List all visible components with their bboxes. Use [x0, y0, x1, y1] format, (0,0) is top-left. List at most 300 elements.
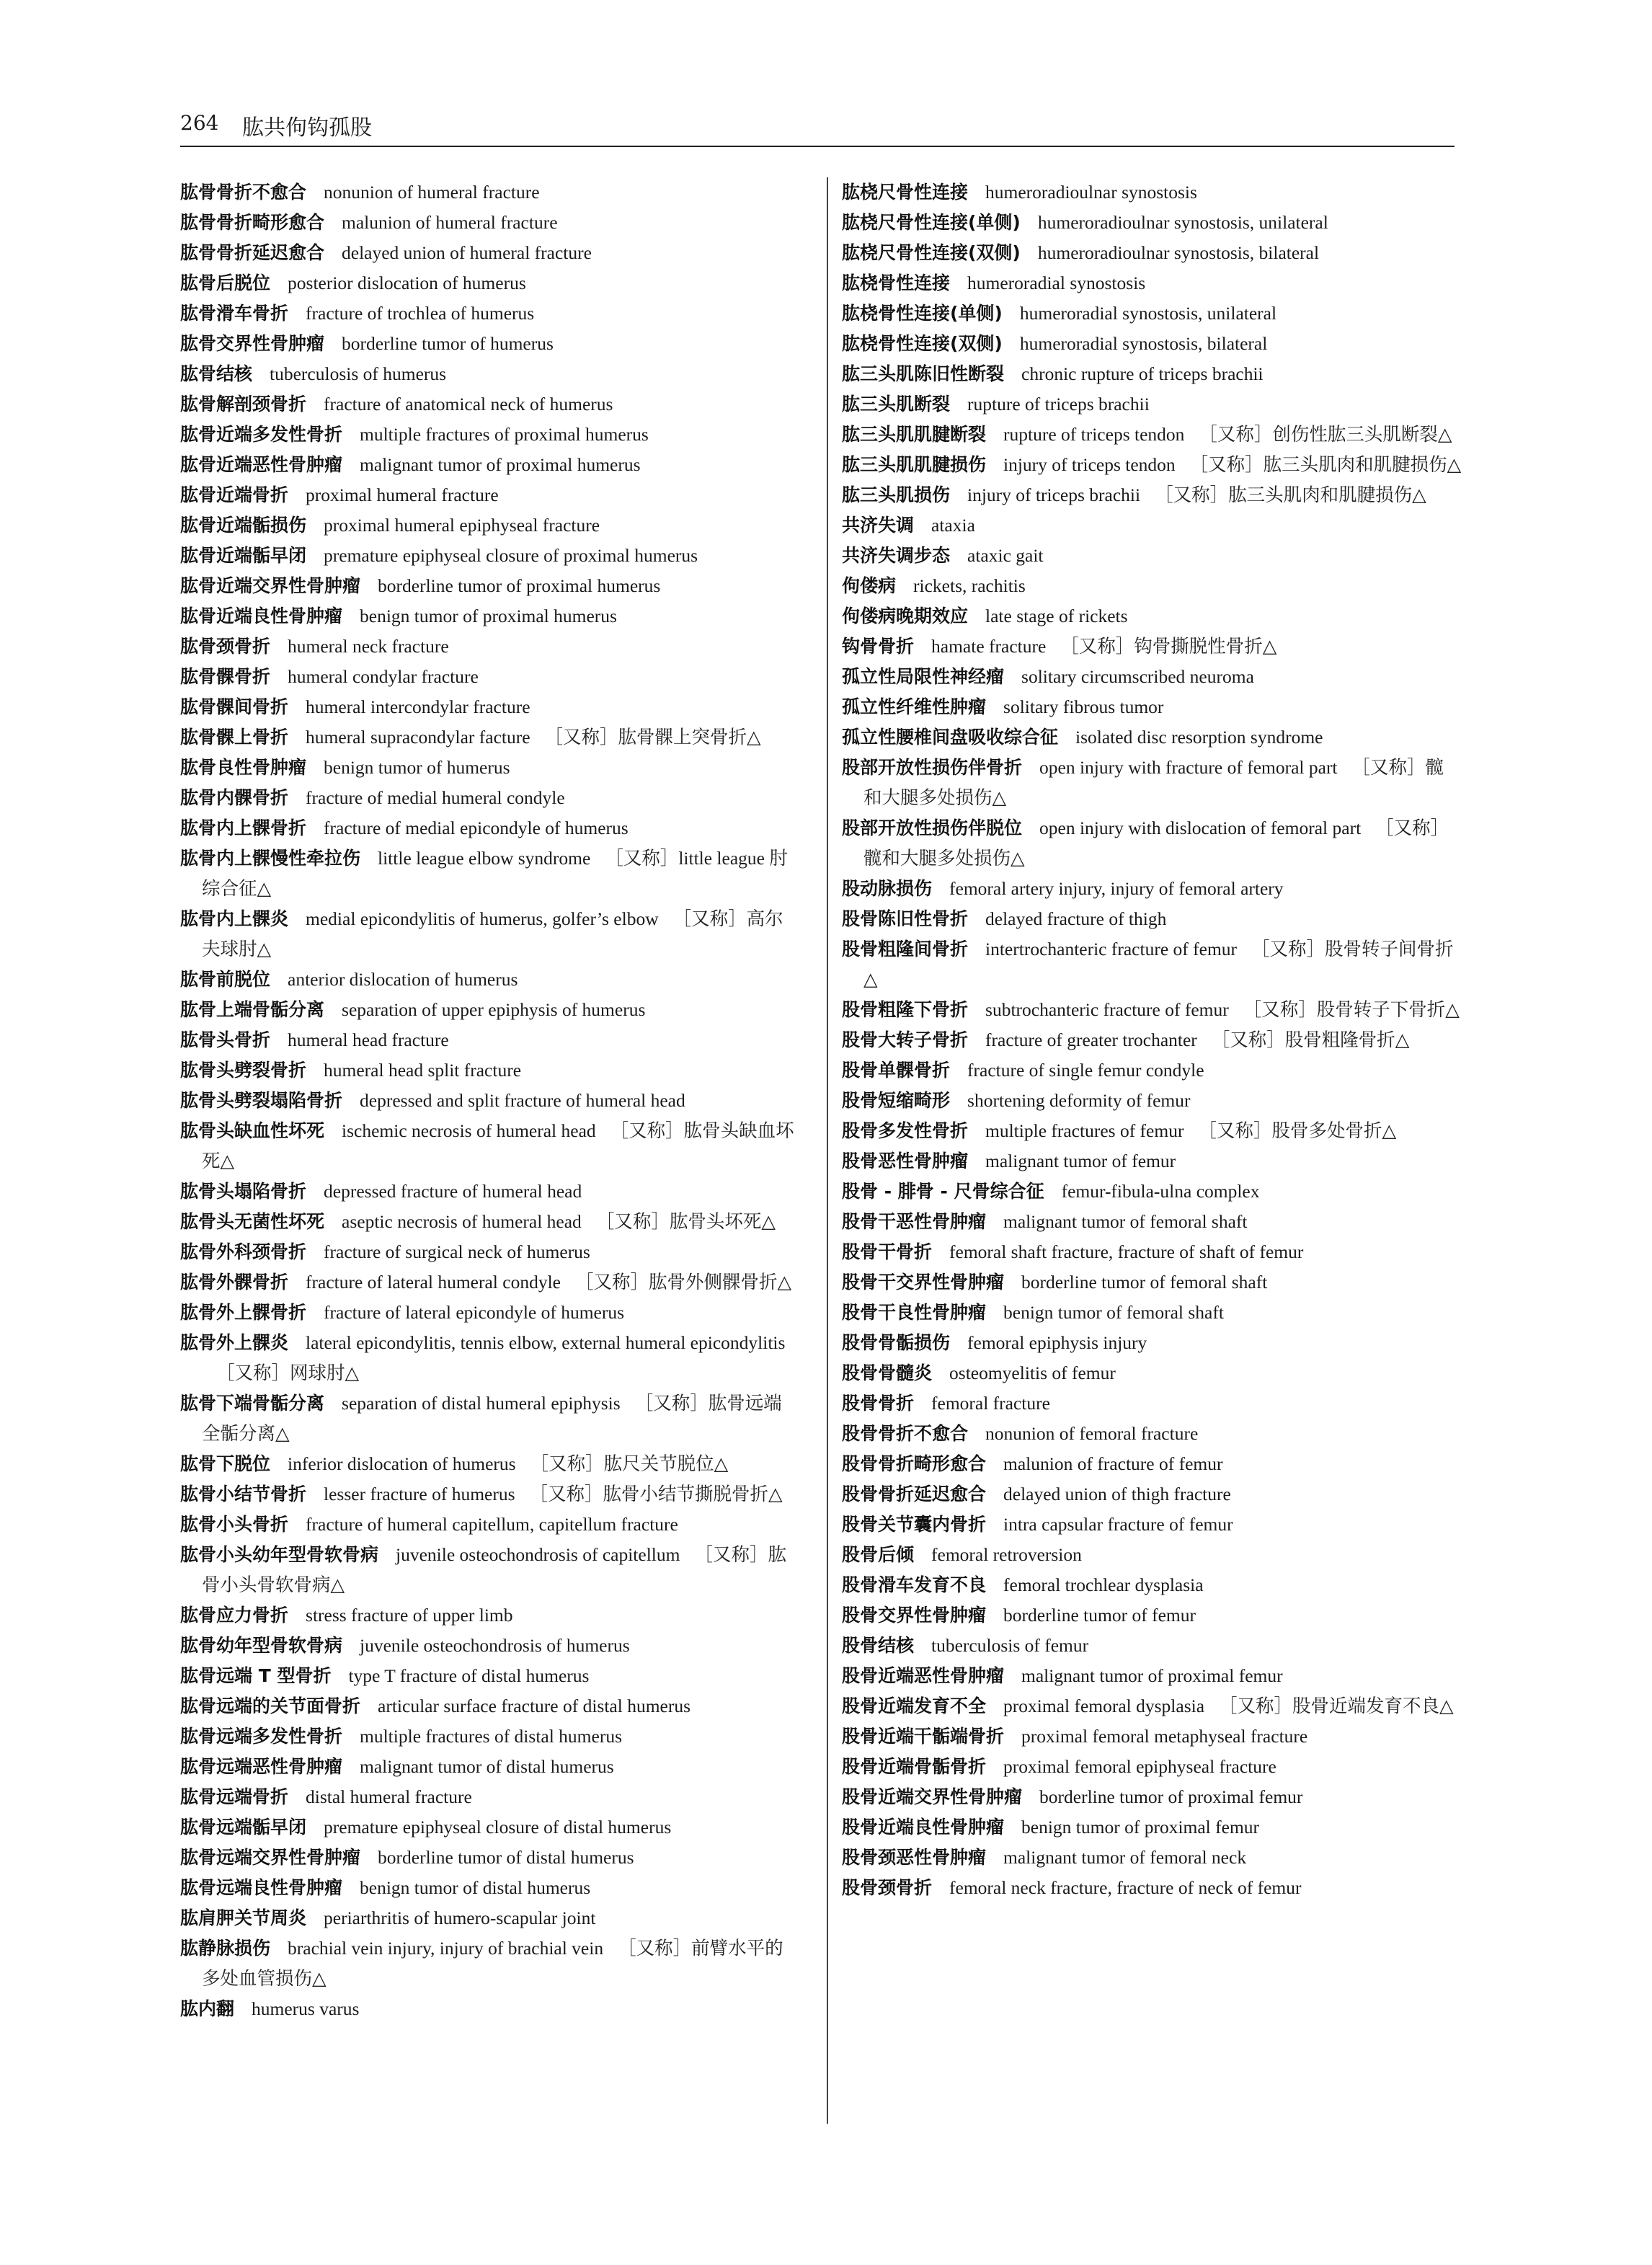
entry-english: humeral intercondylar fracture	[306, 696, 530, 717]
glossary-entry	[180, 1298, 800, 1328]
entry-term: 肱骨近端骺早闭	[180, 545, 307, 566]
entry-english: humeroradioulnar synostosis, unilateral	[1037, 212, 1328, 233]
glossary-entry	[842, 692, 1462, 722]
entry-term: 股骨大转子骨折	[842, 1029, 969, 1050]
glossary-entry	[180, 177, 800, 208]
glossary-entry	[180, 1631, 800, 1661]
glossary-entry	[842, 298, 1462, 329]
glossary-entry	[842, 1086, 1462, 1116]
entry-english: subtrochanteric fracture of femur	[985, 999, 1229, 1020]
entry-term: 肱骨远端恶性骨肿瘤	[180, 1756, 343, 1777]
entry-english: type T fracture of distal humerus	[348, 1665, 590, 1686]
entry-term: 肱骨下脱位	[180, 1453, 271, 1474]
entry-term: 股骨骨髓炎	[842, 1362, 933, 1383]
entry-english: aseptic necrosis of humeral head	[342, 1211, 582, 1232]
entry-english: malunion of humeral fracture	[342, 212, 558, 233]
entry-term: 佝偻病	[842, 575, 897, 596]
entry-english: fracture of greater trochanter	[985, 1029, 1197, 1050]
entry-english: delayed fracture of thigh	[985, 908, 1167, 929]
entry-term: 肱三头肌肌腱损伤	[842, 454, 987, 475]
entry-english: open injury with dislocation of femoral part	[1039, 817, 1362, 838]
glossary-entry	[180, 1510, 800, 1540]
entry-term: 股骨多发性骨折	[842, 1120, 969, 1141]
entry-english: solitary circumscribed neuroma	[1021, 666, 1254, 687]
entry-note: ［又称］股骨粗隆骨折△	[1211, 1029, 1410, 1050]
entry-english: humeral neck fracture	[288, 636, 449, 657]
entry-term: 股骨近端恶性骨肿瘤	[842, 1665, 1005, 1686]
entry-english: ischemic necrosis of humeral head	[342, 1120, 596, 1141]
entry-term: 肱骨近端恶性骨肿瘤	[180, 454, 343, 475]
entry-english: fracture of humeral capitellum, capitellum fracture	[306, 1514, 678, 1535]
glossary-entry	[842, 874, 1462, 904]
glossary-entry	[180, 904, 800, 965]
entry-english: malignant tumor of femur	[985, 1151, 1176, 1171]
entry-english: shortening deformity of femur	[967, 1090, 1191, 1111]
entry-english: humeroradial synostosis	[967, 272, 1146, 293]
entry-term: 肱骨髁间骨折	[180, 696, 289, 717]
glossary-entry	[180, 1540, 800, 1600]
entry-term: 肱骨远端良性骨肿瘤	[180, 1877, 343, 1898]
glossary-entry	[842, 1055, 1462, 1086]
glossary-entry	[842, 1752, 1462, 1782]
entry-english: proximal femoral metaphyseal fracture	[1021, 1726, 1308, 1747]
entry-term: 肱骨头塌陷骨折	[180, 1181, 307, 1202]
page-number: 264	[180, 111, 219, 135]
entry-english: distal humeral fracture	[306, 1786, 472, 1807]
entry-english: lateral epicondylitis, tennis elbow, external humeral epicondylitis	[306, 1332, 786, 1353]
entry-english: posterior dislocation of humerus	[288, 272, 526, 293]
entry-term: 股骨粗隆下骨折	[842, 999, 969, 1020]
entry-note: ［又称］前臂水平的多处血管损伤△	[202, 1938, 783, 1989]
entry-english: anterior dislocation of humerus	[288, 969, 518, 990]
entry-term: 肱桡骨性连接	[842, 272, 951, 293]
entry-term: 股骨近端发育不全	[842, 1696, 987, 1716]
entry-english: femoral fracture	[931, 1393, 1050, 1414]
entry-note: ［又称］高尔夫球肘△	[202, 908, 783, 959]
entry-term: 股骨干骨折	[842, 1241, 933, 1262]
entry-term: 肱骨远端交界性骨肿瘤	[180, 1847, 361, 1868]
entry-english: humerus varus	[252, 1998, 360, 2019]
entry-term: 股部开放性损伤伴骨折	[842, 757, 1023, 778]
glossary-entry	[180, 1933, 800, 1994]
entry-english: humeral supracondylar facture	[306, 727, 530, 748]
entry-term: 股骨关节囊内骨折	[842, 1514, 987, 1535]
entry-term: 肱骨后脱位	[180, 272, 271, 293]
entry-term: 股骨骨折	[842, 1393, 915, 1414]
glossary-entry	[842, 1510, 1462, 1540]
glossary-entry	[180, 359, 800, 389]
glossary-entry	[842, 631, 1462, 662]
entry-term: 股骨颈恶性骨肿瘤	[842, 1847, 987, 1868]
entry-term: 孤立性腰椎间盘吸收综合征	[842, 727, 1059, 748]
entry-term: 肱骨骨折延迟愈合	[180, 242, 325, 263]
entry-term: 肱桡尺骨性连接(双侧)	[842, 242, 1021, 263]
entry-term: 股动脉损伤	[842, 878, 933, 899]
glossary-entry	[180, 1691, 800, 1721]
entry-term: 肱桡骨性连接(单侧)	[842, 303, 1003, 324]
entry-term: 肱骨结核	[180, 363, 253, 384]
entry-term: 肱骨应力骨折	[180, 1605, 289, 1626]
entry-note: ［又称］肱骨髁上突骨折△	[544, 727, 761, 748]
entry-term: 股骨陈旧性骨折	[842, 908, 969, 929]
entry-english: proximal humeral fracture	[306, 484, 499, 505]
glossary-entry	[842, 753, 1462, 813]
glossary-entry	[842, 1479, 1462, 1510]
entry-term: 肱骨远端的关节面骨折	[180, 1696, 361, 1716]
glossary-entry	[180, 1843, 800, 1873]
entry-english: osteomyelitis of femur	[949, 1362, 1116, 1383]
entry-term: 共济失调步态	[842, 545, 951, 566]
entry-english: humeroradioulnar synostosis, bilateral	[1037, 242, 1320, 263]
entry-term: 股骨短缩畸形	[842, 1090, 951, 1111]
glossary-entry	[180, 1782, 800, 1812]
entry-english: malignant tumor of femoral shaft	[1003, 1211, 1248, 1232]
entry-english: ataxic gait	[967, 545, 1044, 566]
entry-note: ［又称］网球肘△	[216, 1362, 360, 1383]
entry-english: injury of triceps tendon	[1003, 454, 1176, 475]
entry-english: borderline tumor of proximal humerus	[378, 575, 661, 596]
entry-english: delayed union of humeral fracture	[342, 242, 592, 263]
glossary-entry	[180, 450, 800, 480]
glossary-entry	[180, 965, 800, 995]
glossary-entry	[842, 1691, 1462, 1721]
entry-english: separation of upper epiphysis of humerus	[342, 999, 646, 1020]
entry-english: medial epicondylitis of humerus, golfer’s elbow	[306, 908, 659, 929]
entry-note: ［又称］肱骨头缺血坏死△	[202, 1120, 794, 1171]
entry-term: 肱骨内髁骨折	[180, 787, 289, 808]
entry-english: brachial vein injury, injury of brachial vein	[288, 1938, 604, 1959]
glossary-entry	[180, 389, 800, 420]
entry-english: benign tumor of proximal femur	[1021, 1817, 1260, 1838]
entry-english: humeral head fracture	[288, 1029, 449, 1050]
entry-english: femoral trochlear dysplasia	[1003, 1574, 1204, 1595]
glossary-entry	[842, 420, 1462, 450]
entry-english: chronic rupture of triceps brachii	[1021, 363, 1264, 384]
entry-term: 肱骨近端骺损伤	[180, 515, 307, 536]
entry-english: late stage of rickets	[985, 606, 1128, 626]
column-divider	[827, 177, 828, 2124]
glossary-entry	[180, 1237, 800, 1267]
glossary-entry	[842, 1812, 1462, 1843]
glossary-entry	[842, 934, 1462, 995]
entry-term: 肱骨近端骨折	[180, 484, 289, 505]
entry-english: depressed fracture of humeral head	[324, 1181, 582, 1202]
glossary-entry	[842, 480, 1462, 510]
glossary-entry	[842, 1298, 1462, 1328]
glossary-entry	[180, 208, 800, 238]
glossary-entry	[180, 1994, 800, 2024]
entry-english: separation of distal humeral epiphysis	[342, 1393, 621, 1414]
glossary-entry	[180, 1388, 800, 1449]
entry-term: 肱骨远端骺早闭	[180, 1817, 307, 1838]
entry-term: 肱骨远端多发性骨折	[180, 1726, 343, 1747]
entry-note: ［又称］股骨多处骨折△	[1198, 1120, 1397, 1141]
entry-note: ［又称］钩骨撕脱性骨折△	[1060, 636, 1277, 657]
glossary-entry	[180, 1721, 800, 1752]
glossary-entry	[842, 813, 1462, 874]
entry-english: solitary fibrous tumor	[1003, 696, 1164, 717]
glossary-entry	[842, 238, 1462, 268]
entry-term: 肱骨内上髁慢性牵拉伤	[180, 848, 361, 869]
entry-term: 股骨结核	[842, 1635, 915, 1656]
entry-english: tuberculosis of humerus	[270, 363, 447, 384]
glossary-entry	[180, 843, 800, 904]
entry-term: 股骨干交界性骨肿瘤	[842, 1272, 1005, 1293]
glossary-entry	[842, 1782, 1462, 1812]
entry-term: 肱骨内上髁炎	[180, 908, 289, 929]
entry-term: 股骨恶性骨肿瘤	[842, 1151, 969, 1171]
glossary-entry	[842, 1116, 1462, 1146]
entry-term: 肱骨上端骨骺分离	[180, 999, 325, 1020]
entry-english: delayed union of thigh fracture	[1003, 1484, 1231, 1504]
glossary-entry	[842, 1388, 1462, 1419]
entry-term: 佝偻病晚期效应	[842, 606, 969, 626]
entry-term: 肱骨头骨折	[180, 1029, 271, 1050]
entry-english: periarthritis of humero-scapular joint	[324, 1907, 596, 1928]
entry-english: femoral epiphysis injury	[967, 1332, 1147, 1353]
entry-term: 肱骨小头幼年型骨软骨病	[180, 1544, 379, 1565]
glossary-entry	[180, 601, 800, 631]
entry-english: humeral condylar fracture	[288, 666, 479, 687]
entry-term: 肱骨良性骨肿瘤	[180, 757, 307, 778]
entry-english: borderline tumor of proximal femur	[1039, 1786, 1303, 1807]
entry-term: 肱骨外科颈骨折	[180, 1241, 307, 1262]
entry-note: ［又称］创伤性肱三头肌断裂△	[1199, 424, 1452, 445]
entry-english: fracture of medial epicondyle of humerus	[324, 817, 629, 838]
glossary-entry	[842, 601, 1462, 631]
entry-english: intra capsular fracture of femur	[1003, 1514, 1233, 1535]
entry-term: 肱桡骨性连接(双侧)	[842, 333, 1003, 354]
entry-english: rickets, rachitis	[913, 575, 1026, 596]
entry-english: open injury with fracture of femoral part	[1039, 757, 1338, 778]
entry-term: 股骨 - 腓骨 - 尺骨综合征	[842, 1181, 1044, 1202]
entry-term: 肱三头肌断裂	[842, 394, 951, 415]
entry-english: proximal femoral dysplasia	[1003, 1696, 1205, 1716]
entry-english: ataxia	[931, 515, 975, 536]
entry-note: ［又称］髋和大腿多处损伤△	[863, 817, 1449, 869]
glossary-entry	[180, 1752, 800, 1782]
entry-english: malunion of fracture of femur	[1003, 1453, 1223, 1474]
glossary-entry	[180, 480, 800, 510]
glossary-entry	[180, 753, 800, 783]
entry-term: 肱骨骨折不愈合	[180, 182, 307, 203]
glossary-entry	[842, 1419, 1462, 1449]
entry-english: fracture of surgical neck of humerus	[324, 1241, 590, 1262]
entry-term: 股骨骨骺损伤	[842, 1332, 951, 1353]
glossary-entry	[180, 1267, 800, 1298]
glossary-entry	[842, 177, 1462, 208]
entry-term: 肱骨近端多发性骨折	[180, 424, 343, 445]
glossary-entry	[180, 298, 800, 329]
entry-term: 肱骨近端良性骨肿瘤	[180, 606, 343, 626]
entry-term: 肱骨颈骨折	[180, 636, 271, 657]
entry-note: ［又称］little league 肘综合征△	[202, 848, 788, 899]
entry-english: rupture of triceps tendon	[1003, 424, 1185, 445]
entry-term: 股部开放性损伤伴脱位	[842, 817, 1023, 838]
entry-english: humeroradial synostosis, unilateral	[1019, 303, 1277, 324]
entry-term: 肱骨内上髁骨折	[180, 817, 307, 838]
entry-english: premature epiphyseal closure of distal humerus	[324, 1817, 672, 1838]
entry-note: ［又称］肱骨外侧髁骨折△	[575, 1272, 792, 1293]
entry-english: depressed and split fracture of humeral head	[360, 1090, 685, 1111]
entry-term: 股骨近端骨骺骨折	[842, 1756, 987, 1777]
entry-term: 肱三头肌陈旧性断裂	[842, 363, 1005, 384]
glossary-entry	[180, 1600, 800, 1631]
entry-english: benign tumor of distal humerus	[360, 1877, 591, 1898]
entry-term: 股骨骨折畸形愈合	[842, 1453, 987, 1474]
entry-english: rupture of triceps brachii	[967, 394, 1150, 415]
entry-term: 股骨干良性骨肿瘤	[842, 1302, 987, 1323]
glossary-entry	[180, 329, 800, 359]
glossary-entry	[180, 783, 800, 813]
glossary-entry	[180, 238, 800, 268]
entry-english: malignant tumor of femoral neck	[1003, 1847, 1247, 1868]
entry-term: 股骨近端交界性骨肿瘤	[842, 1786, 1023, 1807]
glossary-entry	[180, 1055, 800, 1086]
entry-term: 股骨后倾	[842, 1544, 915, 1565]
entry-english: juvenile osteochondrosis of capitellum	[396, 1544, 680, 1565]
entry-term: 肱内翻	[180, 1998, 235, 2019]
entry-english: benign tumor of femoral shaft	[1003, 1302, 1224, 1323]
entry-term: 股骨干恶性骨肿瘤	[842, 1211, 987, 1232]
glossary-entry	[842, 1843, 1462, 1873]
glossary-entry	[180, 510, 800, 541]
glossary-entry	[842, 722, 1462, 753]
glossary-entry	[842, 1328, 1462, 1358]
entry-english: benign tumor of humerus	[324, 757, 510, 778]
entry-note: ［又称］股骨转子下骨折△	[1243, 999, 1460, 1020]
entry-term: 肱肩胛关节周炎	[180, 1907, 307, 1928]
glossary-entry	[842, 541, 1462, 571]
entry-term: 股骨滑车发育不良	[842, 1574, 987, 1595]
entry-english: nonunion of humeral fracture	[324, 182, 540, 203]
entry-term: 股骨粗隆间骨折	[842, 939, 969, 959]
entry-english: multiple fractures of femur	[985, 1120, 1184, 1141]
glossary-entry	[842, 1873, 1462, 1903]
entry-english: inferior dislocation of humerus	[288, 1453, 516, 1474]
entry-english: little league elbow syndrome	[378, 848, 591, 869]
glossary-entry	[180, 1086, 800, 1116]
glossary-entry	[842, 1570, 1462, 1600]
entry-english: humeroradioulnar synostosis	[985, 182, 1197, 203]
entry-term: 肱骨外上髁骨折	[180, 1302, 307, 1323]
entry-english: injury of triceps brachii	[967, 484, 1141, 505]
entry-english: isolated disc resorption syndrome	[1075, 727, 1323, 748]
entry-term: 孤立性纤维性肿瘤	[842, 696, 987, 717]
entry-term: 股骨近端良性骨肿瘤	[842, 1817, 1005, 1838]
entry-term: 股骨近端干骺端骨折	[842, 1726, 1005, 1747]
entry-term: 肱骨近端交界性骨肿瘤	[180, 575, 361, 596]
entry-term: 肱骨头劈裂骨折	[180, 1060, 307, 1081]
entry-english: humeral head split fracture	[324, 1060, 522, 1081]
entry-english: multiple fractures of proximal humerus	[360, 424, 649, 445]
glossary-entry	[842, 1146, 1462, 1176]
glossary-entry	[180, 571, 800, 601]
entry-term: 共济失调	[842, 515, 915, 536]
entry-term: 肱桡尺骨性连接	[842, 182, 969, 203]
glossary-entry	[842, 1358, 1462, 1388]
entry-term: 肱三头肌肌腱断裂	[842, 424, 987, 445]
entry-english: femoral neck fracture, fracture of neck of femur	[949, 1877, 1302, 1898]
glossary-entry	[842, 1025, 1462, 1055]
glossary-entry	[842, 1237, 1462, 1267]
glossary-entry	[180, 1661, 800, 1691]
glossary-entry	[842, 1631, 1462, 1661]
entry-english: fracture of trochlea of humerus	[306, 303, 535, 324]
entry-term: 肱骨外髁骨折	[180, 1272, 289, 1293]
glossary-entry	[180, 631, 800, 662]
entry-term: 肱骨髁上骨折	[180, 727, 289, 748]
entry-term: 孤立性局限性神经瘤	[842, 666, 1005, 687]
page-header	[180, 108, 1455, 147]
entry-english: juvenile osteochondrosis of humerus	[360, 1635, 630, 1656]
entry-english: benign tumor of proximal humerus	[360, 606, 617, 626]
glossary-entry	[842, 359, 1462, 389]
right-column	[842, 177, 1462, 1903]
glossary-entry	[180, 1116, 800, 1176]
glossary-entry	[842, 662, 1462, 692]
entry-english: multiple fractures of distal humerus	[360, 1726, 623, 1747]
entry-term: 肱骨外上髁炎	[180, 1332, 289, 1353]
entry-term: 肱骨前脱位	[180, 969, 271, 990]
entry-term: 肱骨滑车骨折	[180, 303, 289, 324]
entry-english: femoral shaft fracture, fracture of shaft of femur	[949, 1241, 1304, 1262]
glossary-entry	[842, 208, 1462, 238]
glossary-entry	[180, 1176, 800, 1207]
glossary-entry	[180, 1328, 800, 1388]
entry-term: 肱三头肌损伤	[842, 484, 951, 505]
entry-term: 肱骨解剖颈骨折	[180, 394, 307, 415]
glossary-entry	[842, 1267, 1462, 1298]
entry-term: 肱骨髁骨折	[180, 666, 271, 687]
entry-term: 肱骨幼年型骨软骨病	[180, 1635, 343, 1656]
entry-english: intertrochanteric fracture of femur	[985, 939, 1238, 959]
glossary-entry	[842, 1661, 1462, 1691]
entry-english: proximal humeral epiphyseal fracture	[324, 515, 600, 536]
entry-note: ［又称］肱三头肌肉和肌腱损伤△	[1155, 484, 1426, 505]
running-title: 肱共佝钩孤股	[242, 115, 372, 141]
entry-english: nonunion of femoral fracture	[985, 1423, 1199, 1444]
entry-english: fracture of medial humeral condyle	[306, 787, 565, 808]
entry-term: 肱骨头缺血性坏死	[180, 1120, 325, 1141]
entry-term: 肱静脉损伤	[180, 1938, 271, 1959]
entry-term: 股骨颈骨折	[842, 1877, 933, 1898]
entry-term: 钩骨骨折	[842, 636, 915, 657]
entry-english: femoral retroversion	[931, 1544, 1082, 1565]
entry-note: ［又称］肱骨小结节撕脱骨折△	[529, 1484, 783, 1504]
glossary-entry	[842, 995, 1462, 1025]
glossary-entry	[180, 662, 800, 692]
entry-english: hamate fracture	[931, 636, 1047, 657]
glossary-entry	[180, 722, 800, 753]
entry-english: femoral artery injury, injury of femoral artery	[949, 878, 1284, 899]
entry-note: ［又称］肱尺关节脱位△	[530, 1453, 729, 1474]
glossary-entry	[842, 1600, 1462, 1631]
entry-english: stress fracture of upper limb	[306, 1605, 513, 1626]
entry-note: ［又称］股骨近端发育不良△	[1219, 1696, 1454, 1716]
glossary-entry	[180, 1025, 800, 1055]
glossary-entry	[180, 813, 800, 843]
glossary-entry	[180, 541, 800, 571]
glossary-entry	[180, 1207, 800, 1237]
entry-note: ［又称］股骨转子间骨折△	[863, 939, 1454, 990]
entry-english: malignant tumor of proximal humerus	[360, 454, 641, 475]
entry-english: borderline tumor of distal humerus	[378, 1847, 634, 1868]
entry-term: 肱骨小结节骨折	[180, 1484, 307, 1504]
entry-term: 肱骨小头骨折	[180, 1514, 289, 1535]
entry-english: malignant tumor of distal humerus	[360, 1756, 614, 1777]
glossary-entry	[180, 1812, 800, 1843]
